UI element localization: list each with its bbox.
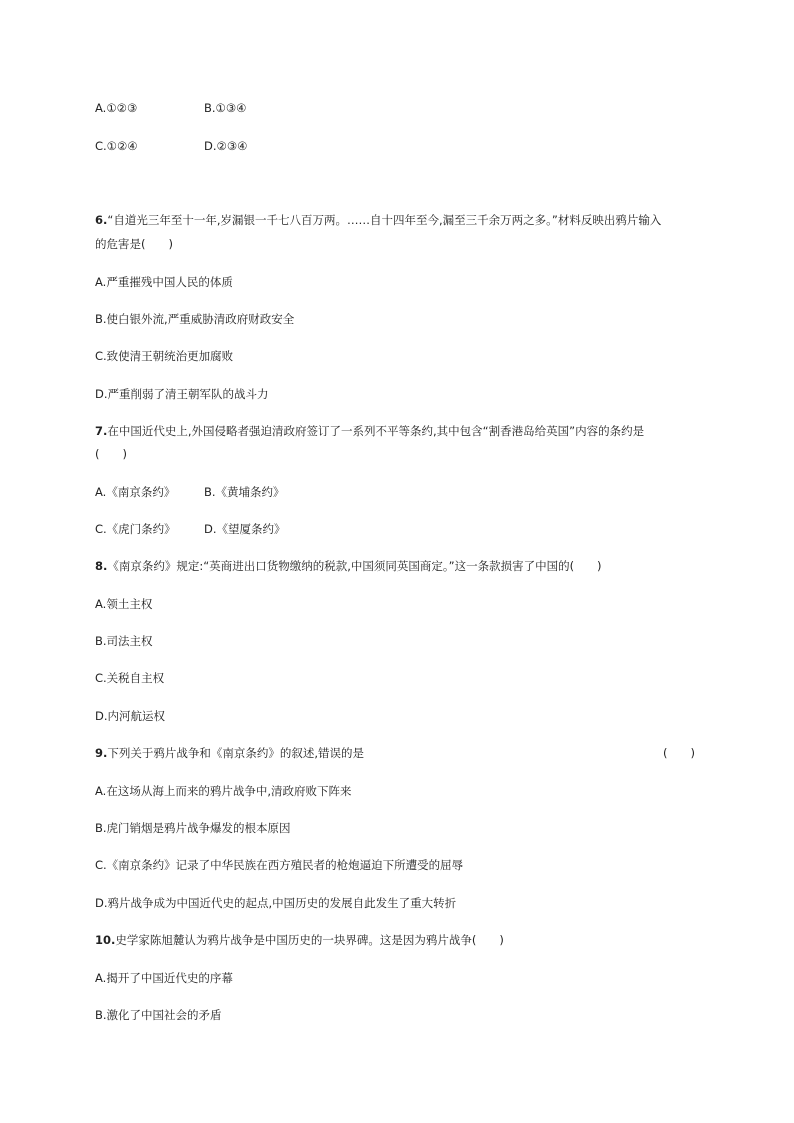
q7-option-a: A.《南京条约》 [95, 485, 176, 499]
q8-option-d: D.内河航运权 [95, 709, 166, 723]
q6-option-d: D.严重削弱了清王朝军队的战斗力 [95, 387, 269, 401]
q9-number: 9. [95, 746, 108, 760]
q9-answer-paren: ( ) [663, 746, 695, 760]
q10-number: 10. [95, 933, 116, 947]
q7-stem-line1 [95, 423, 644, 439]
q8-stem-text: 《南京条约》规定:“英商进出口货物缴纳的税款,中国须同英国商定。”这一条款损害了中国的( ) [107, 559, 602, 573]
q7-number: 7. [95, 424, 108, 438]
q8-option-c: C.关税自主权 [95, 671, 165, 685]
q5-option-a: A.①②③ [95, 101, 138, 115]
q5-option-c: C.①②④ [95, 139, 138, 153]
q8-option-b: B.司法主权 [95, 634, 153, 648]
q5-option-b: B.①③④ [204, 101, 247, 115]
q10-option-b: B.激化了中国社会的矛盾 [95, 1008, 222, 1022]
q7-option-b: B.《黄埔条约》 [204, 485, 285, 499]
q7-stem-line2: ( ) [95, 447, 127, 461]
q9-option-c: C.《南京条约》记录了中华民族在西方殖民者的枪炮逼迫下所遭受的屈辱 [95, 858, 464, 872]
q10-option-a: A.揭开了中国近代史的序幕 [95, 971, 233, 985]
q6-stem-line2: 的危害是( ) [95, 237, 173, 251]
q9-option-d: D.鸦片战争成为中国近代史的起点,中国历史的发展自此发生了重大转折 [95, 896, 457, 910]
q6-option-b: B.使白银外流,严重威胁清政府财政安全 [95, 312, 295, 326]
q10-stem [95, 932, 504, 948]
q6-option-a: A.严重摧残中国人民的体质 [95, 275, 233, 289]
q9-option-b: B.虎门销烟是鸦片战争爆发的根本原因 [95, 821, 291, 835]
q9-option-a: A.在这场从海上而来的鸦片战争中,清政府败下阵来 [95, 784, 352, 798]
q7-stem-text: 在中国近代史上,外国侵略者强迫清政府签订了一系列不平等条约,其中包含“割香港岛给英国”内容的条约是 [107, 424, 645, 438]
q9-stem-text: 下列关于鸦片战争和《南京条约》的叙述,错误的是 [107, 746, 365, 760]
q9-stem [95, 745, 364, 761]
q7-option-d: D.《望厦条约》 [204, 522, 286, 536]
q8-option-a: A.领土主权 [95, 597, 153, 611]
q7-option-c: C.《虎门条约》 [95, 522, 176, 536]
q6-stem-line1 [95, 212, 661, 228]
q6-stem-text: “自道光三年至十一年,岁漏银一千七八百万两。……自十四年至今,漏至三千余万两之多。”材料反映出鸦片输入 [107, 213, 662, 227]
q6-number: 6. [95, 213, 108, 227]
q8-stem [95, 558, 602, 574]
q5-option-d: D.②③④ [204, 139, 248, 153]
q10-stem-text: 史学家陈旭麓认为鸦片战争是中国历史的一块界碑。这是因为鸦片战争( ) [115, 933, 504, 947]
q8-number: 8. [95, 559, 108, 573]
q6-option-c: C.致使清王朝统治更加腐败 [95, 349, 234, 363]
